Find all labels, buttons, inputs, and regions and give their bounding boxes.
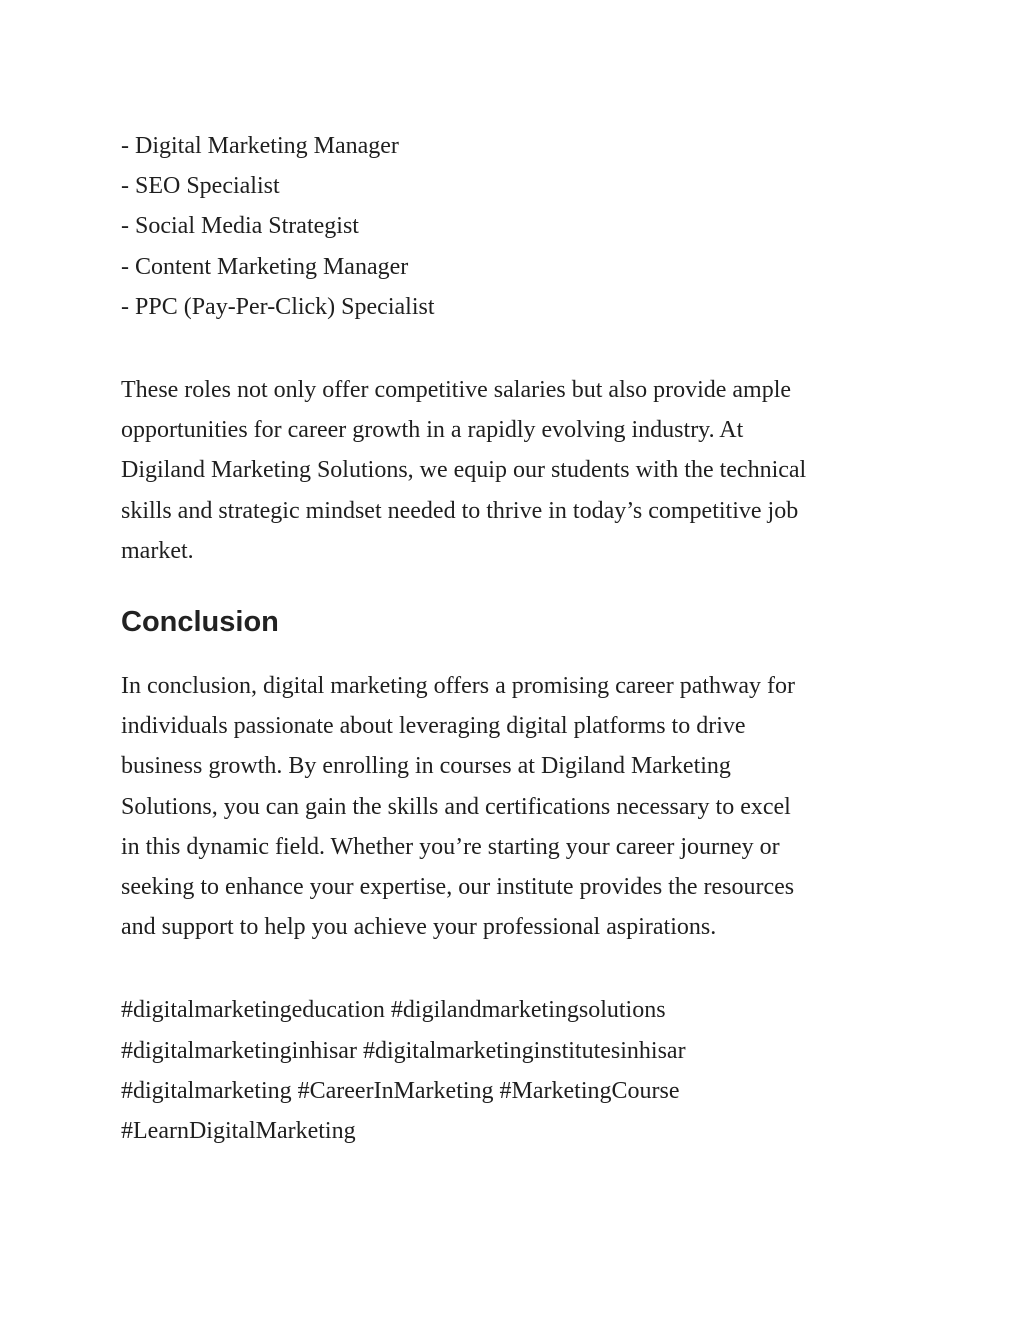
role-item: - Content Marketing Manager — [121, 253, 409, 280]
document-page — [121, 126, 921, 1151]
paragraph-line: and support to help you achieve your professional aspirations. — [121, 914, 717, 941]
paragraph-line: seeking to enhance your expertise, our institute provides the resources — [121, 874, 795, 901]
paragraph-line: opportunities for career growth in a rapidly evolving industry. At — [121, 417, 744, 444]
paragraph-line: market. — [121, 537, 194, 564]
hashtag-line: #digitalmarketing #CareerInMarketing #MarketingCourse — [121, 1077, 680, 1104]
paragraph-line: Digiland Marketing Solutions, we equip our students with the technical — [121, 457, 807, 484]
roles-paragraph — [121, 370, 921, 571]
paragraph-line: Solutions, you can gain the skills and certifications necessary to excel — [121, 793, 791, 820]
paragraph-line: in this dynamic field. Whether you’re starting your career journey or — [121, 833, 780, 860]
paragraph-line: These roles not only offer competitive salaries but also provide ample — [121, 377, 792, 404]
paragraph-line: individuals passionate about leveraging digital platforms to drive — [121, 713, 746, 740]
hashtag-line: #digitalmarketinginhisar #digitalmarketinginstitutesinhisar — [121, 1037, 686, 1064]
paragraph-line: business growth. By enrolling in courses at Digiland Marketing — [121, 753, 731, 780]
conclusion-paragraph — [121, 666, 921, 947]
conclusion-heading: Conclusion — [121, 606, 279, 639]
career-roles-list — [121, 126, 921, 327]
paragraph-line: skills and strategic mindset needed to thrive in today’s competitive job — [121, 497, 799, 524]
role-item: - PPC (Pay-Per-Click) Specialist — [121, 293, 435, 320]
role-item: - Digital Marketing Manager — [121, 133, 399, 159]
role-item: - Social Media Strategist — [121, 213, 359, 240]
role-item: - SEO Specialist — [121, 173, 280, 200]
hashtag-line: #LearnDigitalMarketing — [121, 1118, 356, 1145]
paragraph-line: In conclusion, digital marketing offers a promising career pathway for — [121, 673, 796, 700]
hashtag-line: #digitalmarketingeducation #digilandmarketingsolutions — [121, 997, 666, 1024]
hashtags-block — [121, 990, 921, 1151]
